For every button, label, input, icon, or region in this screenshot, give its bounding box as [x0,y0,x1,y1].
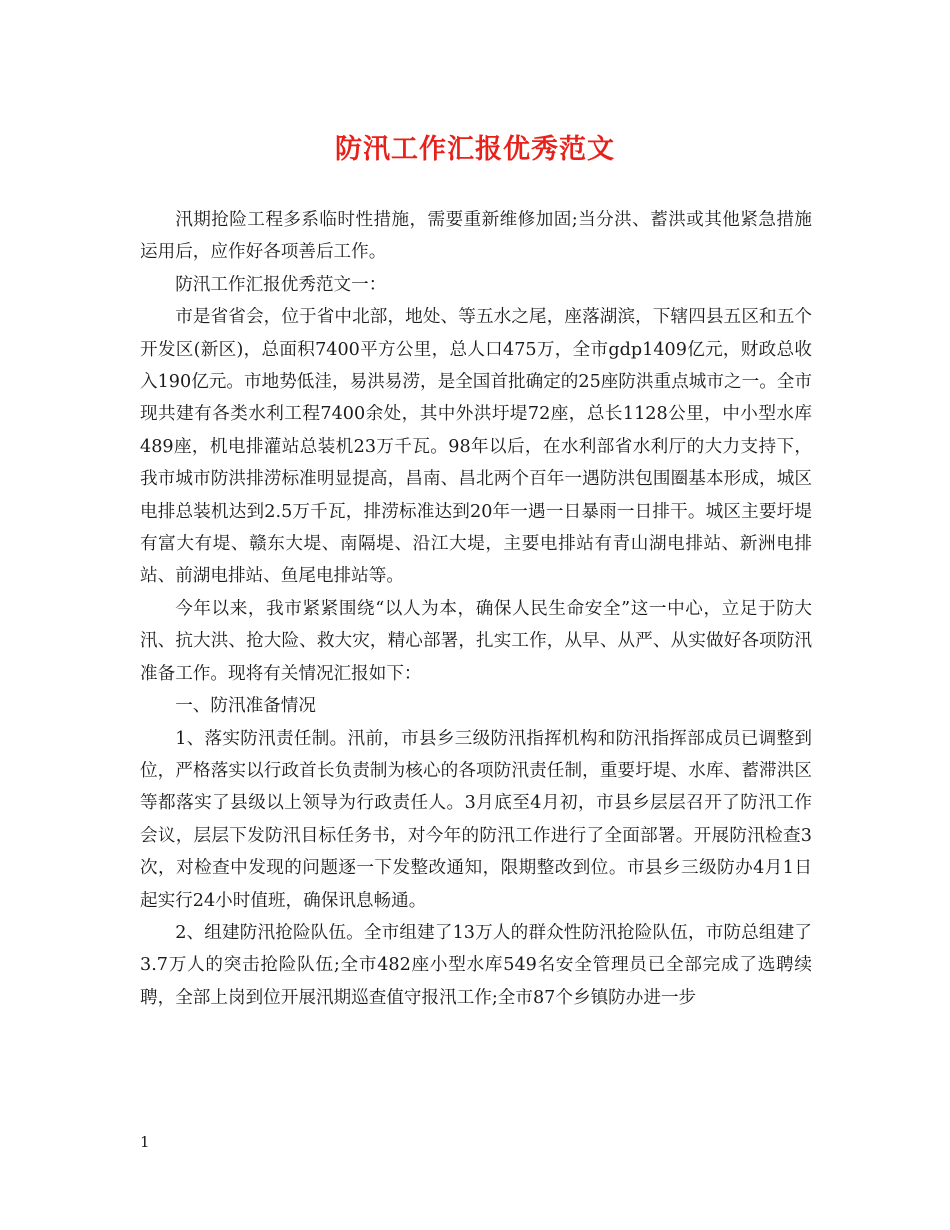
paragraph-this-year: 今年以来，我市紧紧围绕“以人为本，确保人民生命安全”这一中心，立足于防大汛、抗大洪、抢大险、救大灾，精心部署，扎实工作，从早、从严、从实做好各项防汛准备工作。现将有关情况汇报如下： [140,598,812,684]
page-number: 1 [140,1133,150,1151]
section-heading-preparation: 一、防汛准备情况 [175,696,316,717]
paragraph-responsibility: 1、落实防汛责任制。汛前，市县乡三级防汛指挥机构和防汛指挥部成员已调整到位，严格落实以行政首长负责制为核心的各项防汛责任制，重要圩堤、水库、蓄滞洪区等都落实了县级以上领导为行政责任人。3月底至4月初，市县乡层层召开了防汛工作会议，层层下发防汛目标任务书，对今年的防汛工作进行了全面部署。开展防汛检查3次，对检查中发现的问题逐一下发整改通知，限期整改到位。市县乡三级防办4月1日起实行24小时值班，确保讯息畅通。 [140,728,812,911]
paragraph-intro: 汛期抢险工程多系临时性措施，需要重新维修加固;当分洪、蓄洪或其他紧急措施运用后，应作好各项善后工作。 [140,210,812,263]
paragraph-sample-heading: 防汛工作汇报优秀范文一： [175,274,387,295]
paragraph-rescue-teams: 2、组建防汛抢险队伍。全市组建了13万人的群众性防汛抢险队伍，市防总组建了3.7万人的突击抢险队伍;全市482座小型水库549名安全管理员已全部完成了选聘续聘，全部上岗到位开展汛期巡查值守报汛工作;全市87个乡镇防办进一步 [140,922,812,1008]
document-title: 防汛工作汇报优秀范文 [335,134,615,165]
document-body [140,204,812,1014]
paragraph-city-overview: 市是省省会，位于省中北部，地处、等五水之尾，座落湖滨，下辖四县五区和五个开发区(新区)，总面积7400平方公里，总人口475万，全市gdp1409亿元，财政总收入190亿元。市地势低洼，易洪易涝，是全国首批确定的25座防洪重点城市之一。全市现共建有各类水利工程7400余处，其中外洪圩堤72座，总长1128公里，中小型水库489座，机电排灌站总装机23万千瓦。98年以后，在水利部省水利厅的大力支持下，我市城市防洪排涝标准明显提高，昌南、昌北两个百年一遇防洪包围圈基本形成，城区电排总装机达到2.5万千瓦，排涝标准达到20年一遇一日暴雨一日排干。城区主要圩堤有富大有堤、赣东大堤、南隔堤、沿江大堤，主要电排站有青山湖电排站、新洲电排站、前湖电排站、鱼尾电排站等。 [140,307,812,587]
